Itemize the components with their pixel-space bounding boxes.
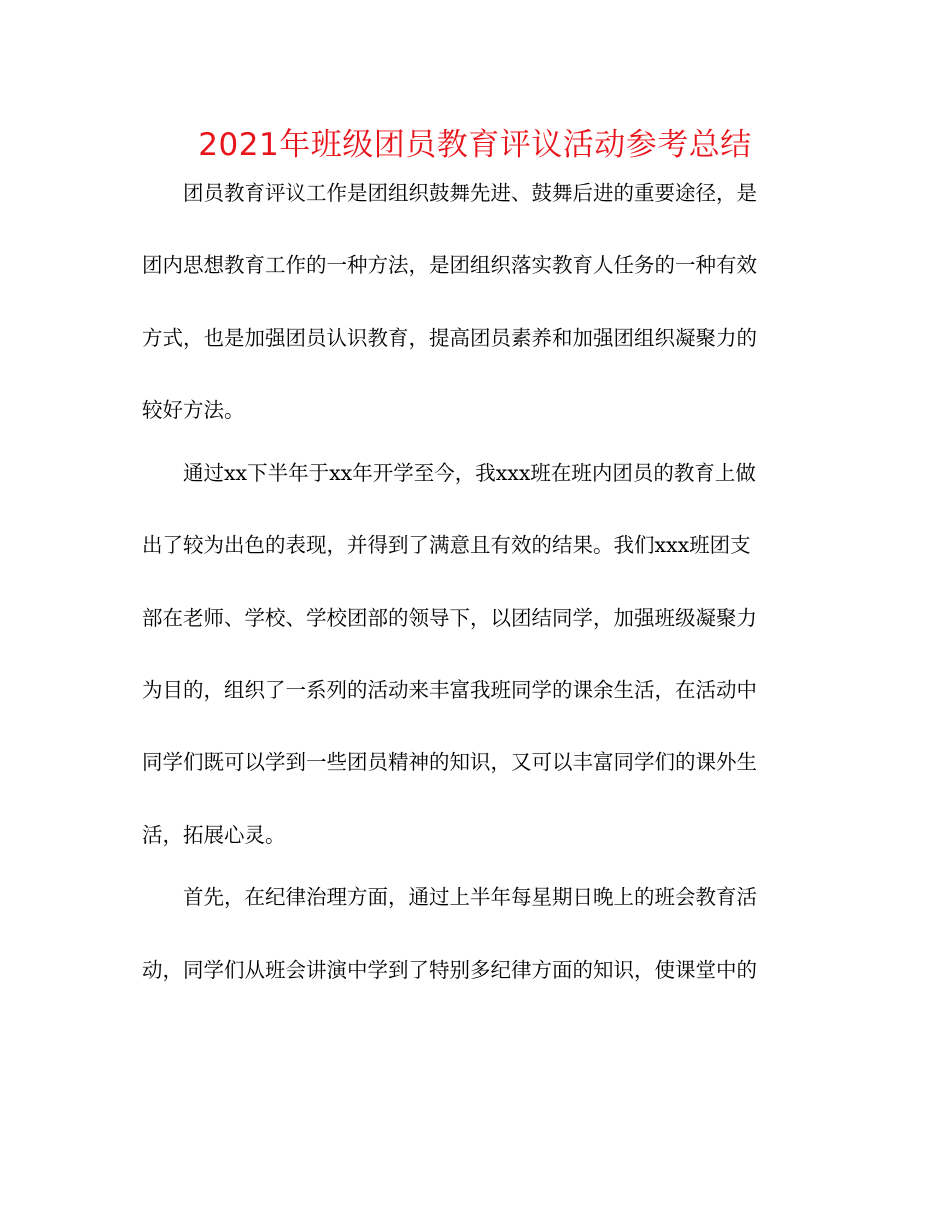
paragraph-2-line-6: 活，拓展心灵。 (142, 823, 286, 847)
paragraph-2-line-2: 出了较为出色的表现，并得到了满意且有效的结果。我们xxx班团支 (142, 533, 751, 557)
paragraph-2-line-1: 通过xx下半年于xx年开学至今，我xxx班在班内团员的教育上做 (183, 461, 756, 485)
paragraph-2-line-3: 部在老师、学校、学校团部的领导下，以团结同学，加强班级凝聚力 (142, 606, 757, 630)
paragraph-1-line-2: 团内思想教育工作的一种方法，是团组织落实教育人任务的一种有效 (142, 253, 757, 277)
paragraph-1-line-3: 方式，也是加强团员认识教育，提高团员素养和加强团组织凝聚力的 (142, 326, 757, 350)
paragraph-2-line-5: 同学们既可以学到一些团员精神的知识，又可以丰富同学们的课外生 (142, 750, 757, 774)
paragraph-1-line-1: 团员教育评议工作是团组织鼓舞先进、鼓舞后进的重要途径，是 (183, 181, 757, 205)
paragraph-1-line-4: 较好方法。 (142, 398, 245, 422)
document-title: 2021年班级团员教育评议活动参考总结 (198, 127, 752, 163)
paragraph-3-line-2: 动，同学们从班会讲演中学到了特别多纪律方面的知识，使课堂中的 (142, 958, 757, 982)
paragraph-2-line-4: 为目的，组织了一系列的活动来丰富我班同学的课余生活，在活动中 (142, 678, 757, 702)
paragraph-3-line-1: 首先，在纪律治理方面，通过上半年每星期日晚上的班会教育活 (183, 885, 757, 909)
